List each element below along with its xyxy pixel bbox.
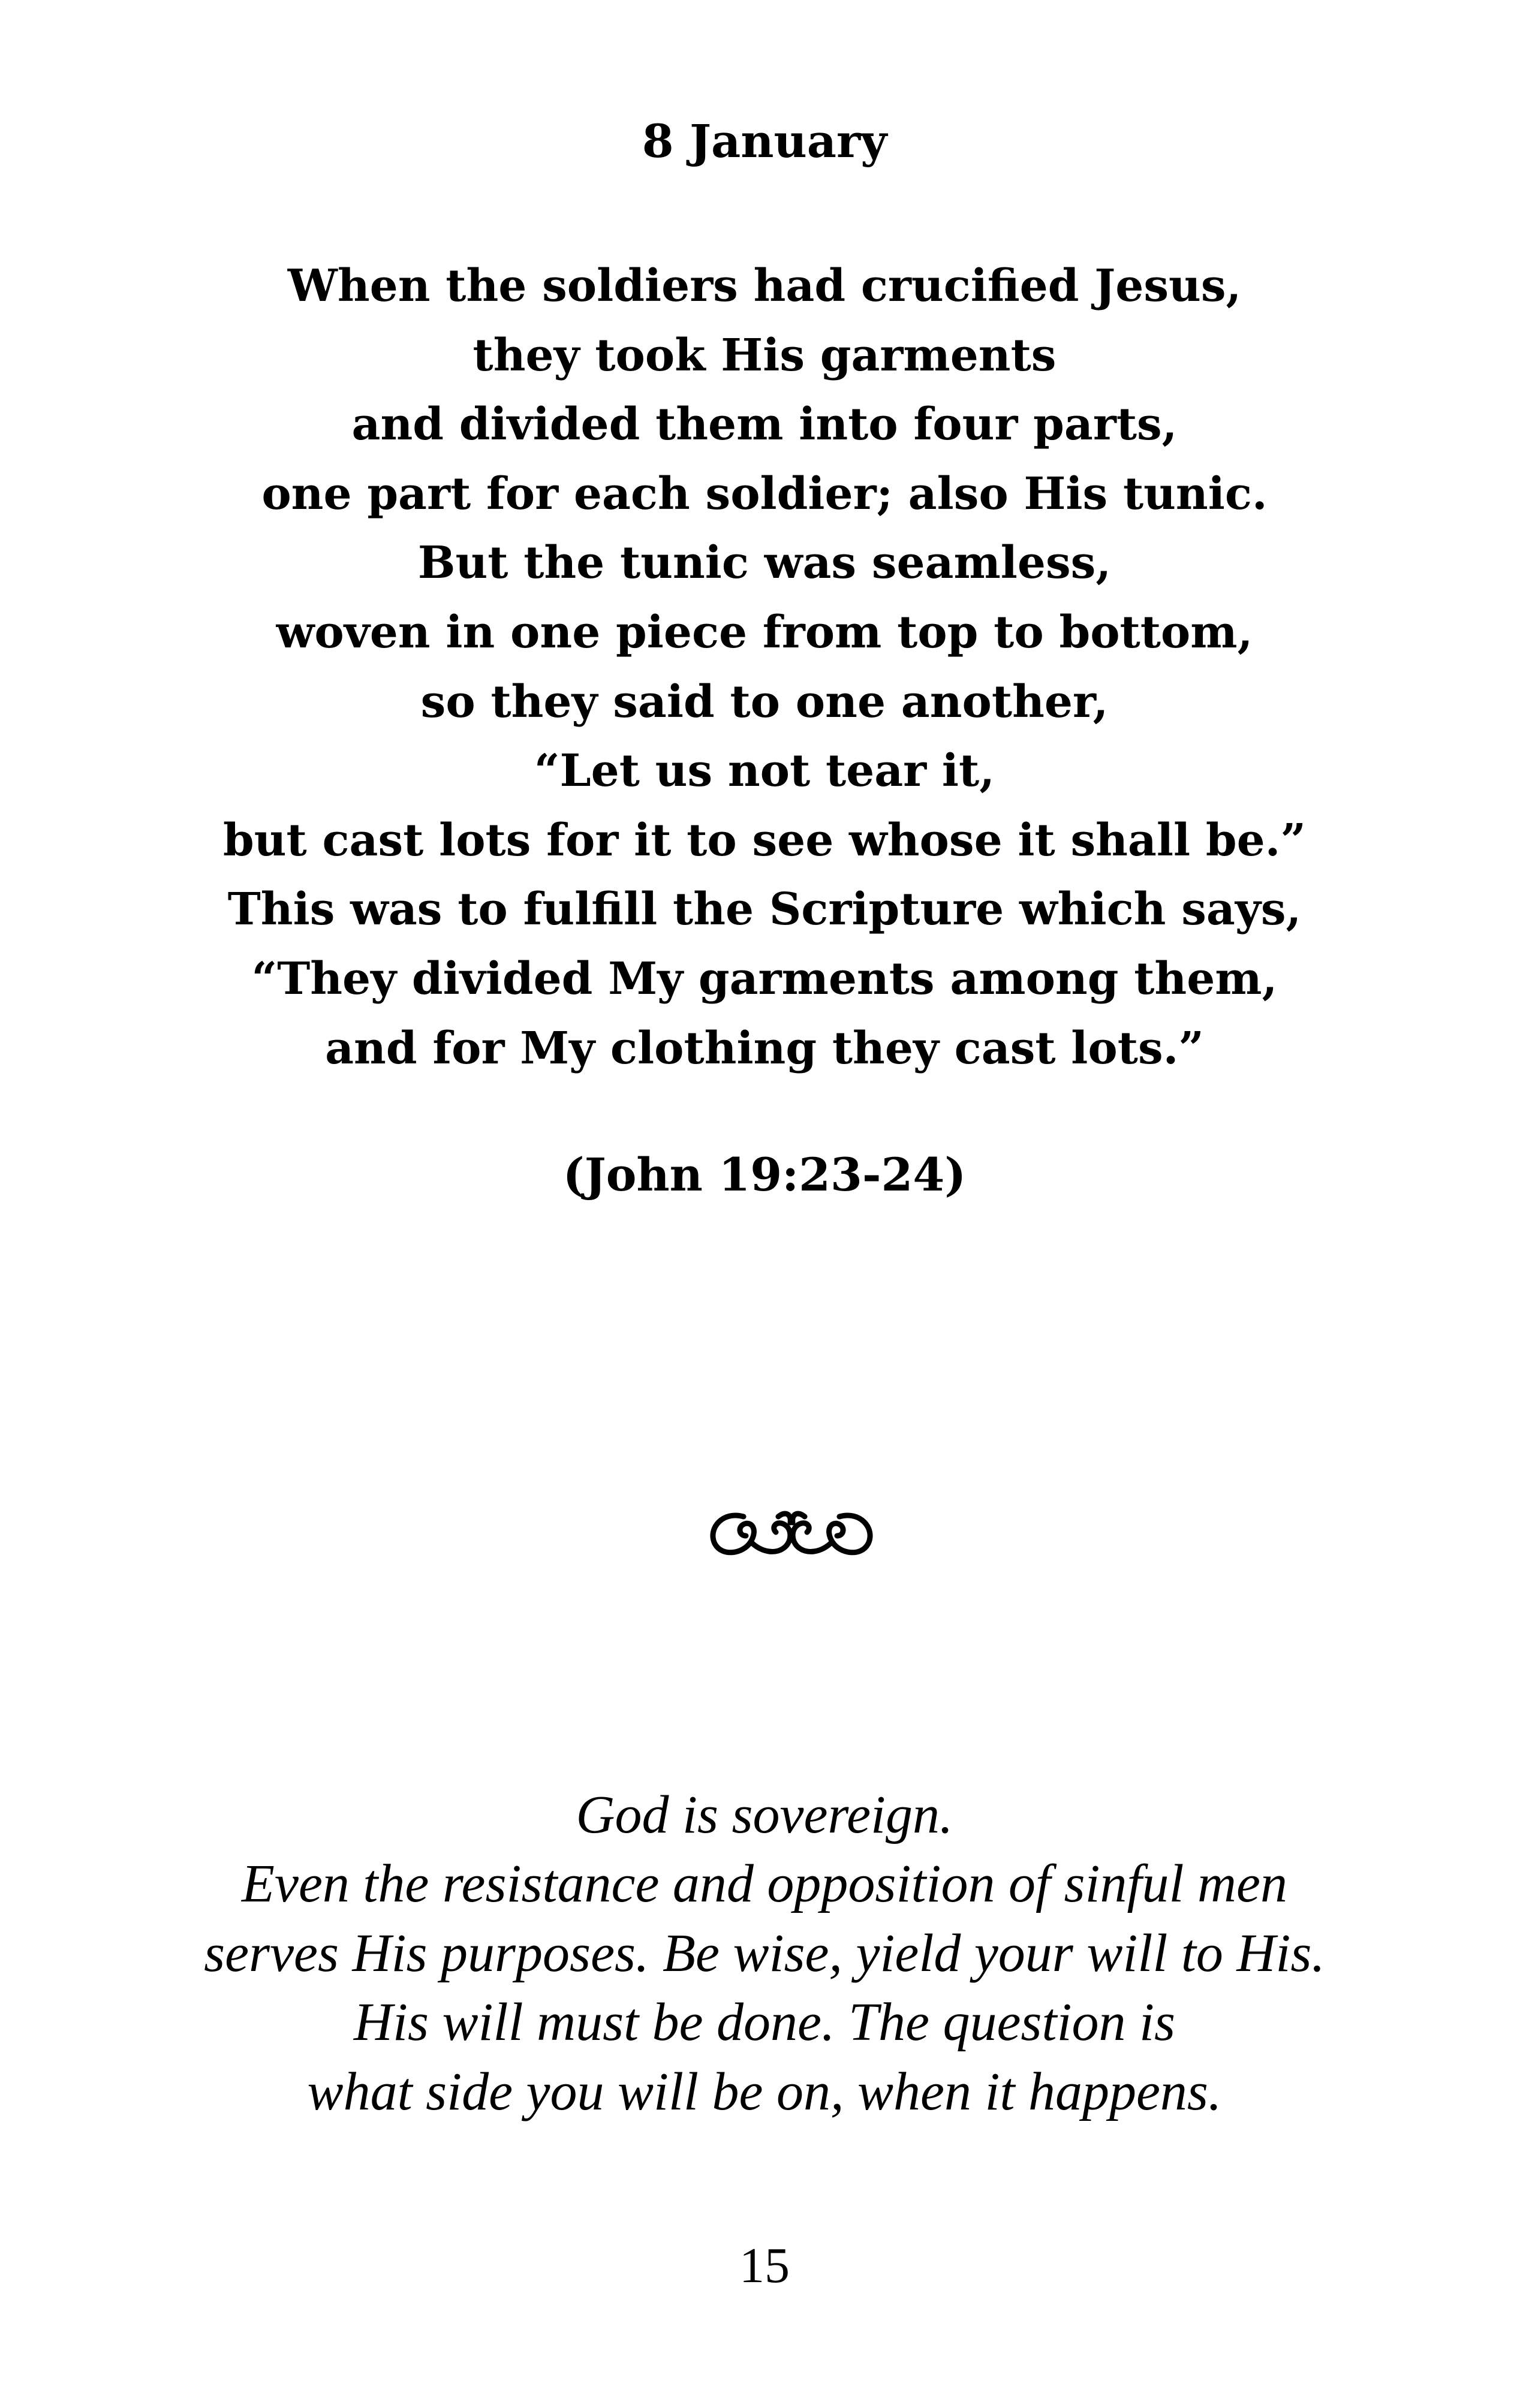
- scripture-line: “They divided My garments among them,: [251, 953, 1278, 1005]
- fleuron-ornament-icon: [702, 1493, 881, 1571]
- scripture-line: When the soldiers had crucified Jesus,: [287, 260, 1242, 312]
- reflection-text: [0, 1780, 1529, 2126]
- scripture-line: and divided them into four parts,: [351, 399, 1178, 451]
- scripture-line: and for My clothing they cast lots.”: [325, 1022, 1204, 1074]
- reflection-line: what side you will be on, when it happens.: [307, 2062, 1222, 2121]
- scripture-reference: (John 19:23-24): [562, 1148, 967, 1201]
- page-number: 15: [739, 2238, 790, 2294]
- scripture-line: but cast lots for it to see whose it shall be.”: [222, 814, 1307, 866]
- scripture-line: they took His garments: [472, 329, 1057, 381]
- scripture-passage: [0, 252, 1529, 1083]
- page-date-heading: 8 January: [642, 114, 887, 168]
- reflection-line: His will must be done. The question is: [354, 1993, 1175, 2053]
- reflection-line: God is sovereign.: [576, 1785, 953, 1845]
- scripture-line: one part for each soldier; also His tunic.: [261, 468, 1268, 520]
- scripture-line: This was to fulfill the Scripture which says,: [227, 884, 1302, 936]
- reflection-line: serves His purposes. Be wise, yield your will to His.: [204, 1923, 1325, 1983]
- scripture-line: woven in one piece from top to bottom,: [276, 606, 1253, 658]
- scripture-line: so they said to one another,: [420, 676, 1109, 728]
- scripture-line: “Let us not tear it,: [534, 745, 995, 797]
- scripture-line: But the tunic was seamless,: [417, 537, 1112, 589]
- reflection-line: Even the resistance and opposition of sinful men: [242, 1854, 1287, 1914]
